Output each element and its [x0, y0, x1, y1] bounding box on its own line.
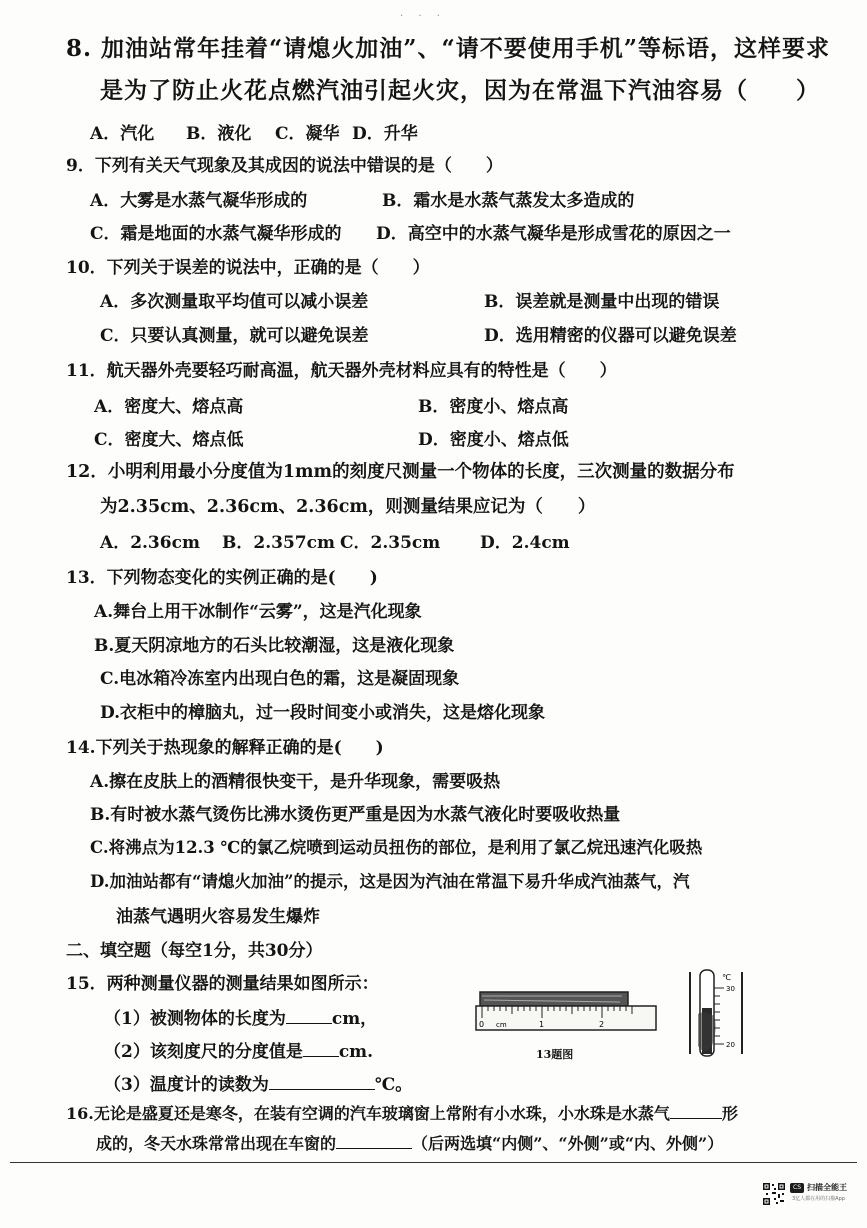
- question-12-option-d: D．2.4cm: [480, 533, 570, 553]
- question-12-number: 12．: [66, 462, 108, 482]
- question-8-option-d: D．升华: [352, 124, 418, 144]
- question-8-option-c: C．凝华: [275, 124, 340, 144]
- question-16-number: 16.: [66, 1104, 94, 1123]
- question-16-line2-text: 成的，冬天水珠常常出现在车窗的: [96, 1134, 337, 1153]
- question-13: [66, 563, 378, 588]
- camscanner-logo-icon: CS: [790, 1183, 804, 1193]
- question-11-number: 11．: [66, 361, 107, 381]
- question-16-line1-text: 无论是盛夏还是寒冬，在装有空调的汽车玻璃窗上常附有小水珠，小水珠是水蒸气: [93, 1104, 670, 1123]
- question-14-stem: 下列关于热现象的解释正确的是( ): [95, 738, 384, 758]
- question-15-sub3: [104, 1070, 412, 1095]
- thermometer-figure: [684, 968, 746, 1058]
- question-8-number: 8.: [66, 35, 93, 62]
- question-8-option-a: A．汽化: [90, 124, 155, 144]
- scan-artifact-dots: . . .: [400, 8, 446, 19]
- question-11: [66, 356, 617, 381]
- question-16-line2: [96, 1131, 723, 1154]
- question-13-option-a: A.舞台上用干冰制作“云雾”，这是汽化现象: [94, 602, 422, 622]
- question-12-stem-line2: 为2.35cm、2.36cm、2.36cm，则测量结果应记为（ ）: [100, 497, 596, 517]
- question-14-number: 14.: [66, 738, 96, 758]
- question-9-option-b: B．霜水是水蒸气蒸发太多造成的: [382, 191, 635, 211]
- question-10-option-a: A．多次测量取平均值可以减小误差: [100, 292, 369, 312]
- question-14-option-d-continued: 油蒸气遇明火容易发生爆炸: [116, 907, 320, 927]
- question-16-line1: [66, 1101, 738, 1124]
- ruler-label-0: 0: [479, 1020, 485, 1029]
- question-15: [66, 969, 379, 994]
- question-15-sub2-unit: cm.: [338, 1042, 374, 1062]
- question-11-option-d: D．密度小、熔点低: [418, 430, 569, 450]
- question-12-line1: [66, 458, 735, 483]
- answer-blank-length[interactable]: [286, 1009, 332, 1024]
- question-13-stem: 下列物态变化的实例正确的是( ): [106, 568, 378, 588]
- question-13-option-b: B.夏天阴凉地方的石头比较潮湿，这是液化现象: [94, 636, 455, 656]
- ruler-label-1: 1: [539, 1020, 545, 1029]
- question-10-option-d: D．选用精密的仪器可以避免误差: [484, 326, 737, 346]
- figure-caption: 13题图: [536, 1048, 574, 1061]
- question-13-option-d: D.衣柜中的樟脑丸，过一段时间变小或消失，这是熔化现象: [100, 703, 546, 723]
- question-9-number: 9．: [66, 156, 95, 176]
- question-8-option-b: B．液化: [186, 124, 252, 144]
- question-11-stem: 航天器外壳要轻巧耐高温，航天器外壳材料应具有的特性是（ ）: [106, 361, 617, 381]
- question-13-option-c: C.电冰箱冷冻室内出现白色的霜，这是凝固现象: [100, 669, 460, 689]
- question-15-sub2: [104, 1037, 373, 1062]
- question-16-line2-end: （后两选填“内侧”、“外侧”或“内、外侧”）: [412, 1134, 724, 1153]
- scanner-app-name: 扫描全能王: [807, 1183, 847, 1192]
- ruler-label-2: 2: [599, 1020, 605, 1029]
- question-10-number: 10．: [66, 258, 107, 278]
- answer-blank-temperature[interactable]: [269, 1075, 375, 1090]
- question-9-stem: 下列有关天气现象及其成因的说法中错误的是（ ）: [94, 156, 503, 176]
- question-15-sub1-text: （1）被测物体的长度为: [104, 1009, 286, 1029]
- question-14-option-c: C.将沸点为12.3 ℃的氯乙烷喷到运动员扭伤的部位，是利用了氯乙烷迅速汽化吸热: [90, 838, 703, 857]
- thermometer-label-20: 20: [726, 1041, 735, 1049]
- question-11-option-c: C．密度大、熔点低: [94, 430, 244, 450]
- section-2-heading: 二、填空题（每空1分，共30分）: [66, 941, 323, 961]
- page-bottom-rule: [10, 1162, 857, 1163]
- question-12-stem-line1: 小明利用最小分度值为1mm的刻度尺测量一个物体的长度，三次测量的数据分布: [107, 462, 735, 482]
- question-12-option-a: A．2.36cm: [100, 533, 200, 553]
- question-11-option-a: A．密度大、熔点高: [94, 397, 244, 417]
- qr-code-icon: [762, 1182, 786, 1206]
- question-12-option-c: C．2.35cm: [340, 533, 441, 553]
- question-10-stem: 下列关于误差的说法中，正确的是（ ）: [106, 258, 430, 278]
- question-14-option-a: A.擦在皮肤上的酒精很快变干，是升华现象，需要吸热: [90, 772, 501, 792]
- question-8-line1: [66, 30, 830, 63]
- question-14-option-b: B.有时被水蒸气烫伤比沸水烫伤更严重是因为水蒸气液化时要吸收热量: [90, 805, 621, 825]
- question-8-stem-line1: 加油站常年挂着“请熄火加油”、“请不要使用手机”等标语，这样要求: [101, 35, 830, 62]
- answer-blank-division[interactable]: [303, 1042, 339, 1057]
- question-9-option-a: A．大雾是水蒸气凝华形成的: [90, 191, 308, 211]
- question-10-option-c: C．只要认真测量，就可以避免误差: [100, 326, 369, 346]
- measured-object: [480, 992, 628, 1006]
- scanner-app-tagline: 3亿人都在用的扫描App: [792, 1196, 845, 1202]
- question-16-line1-end: 形: [721, 1104, 738, 1123]
- question-10-option-b: B．误差就是测量中出现的错误: [484, 292, 720, 312]
- question-14-option-d: D.加油站都有“请熄火加油”的提示，这是因为汽油在常温下易升华成汽油蒸气，汽: [90, 872, 690, 891]
- question-15-sub3-unit: ℃。: [374, 1075, 413, 1095]
- thermometer-ticks: [714, 988, 724, 1044]
- question-13-number: 13．: [66, 568, 107, 588]
- answer-blank-state-change[interactable]: [670, 1104, 722, 1119]
- question-11-option-b: B．密度小、熔点高: [418, 397, 569, 417]
- question-12-option-b: B．2.357cm: [222, 533, 335, 553]
- question-15-stem: 两种测量仪器的测量结果如图所示：: [106, 974, 379, 994]
- question-15-sub1-unit: cm，: [331, 1009, 378, 1029]
- question-15-sub1: [104, 1004, 377, 1029]
- question-15-sub2-text: （2）该刻度尺的分度值是: [104, 1042, 303, 1062]
- question-9-option-d: D．高空中的水蒸气凝华是形成雪花的原因之一: [376, 224, 731, 244]
- ruler-label-cm: cm: [496, 1021, 507, 1029]
- question-8-stem-line2: 是为了防止火花点燃汽油引起火灾，因为在常温下汽油容易（ ）: [100, 77, 820, 104]
- question-9: [66, 151, 503, 176]
- question-9-option-c: C．霜是地面的水蒸气凝华形成的: [90, 224, 342, 244]
- answer-blank-window-side[interactable]: [336, 1134, 412, 1149]
- question-10: [66, 253, 430, 278]
- thermometer-unit: ℃: [722, 973, 731, 982]
- question-15-sub3-text: （3）温度计的读数为: [104, 1075, 269, 1095]
- thermometer-label-30: 30: [726, 985, 735, 993]
- scanner-watermark: [762, 1182, 857, 1222]
- ruler-figure: [472, 984, 660, 1054]
- question-15-number: 15．: [66, 974, 107, 994]
- question-14: [66, 733, 384, 758]
